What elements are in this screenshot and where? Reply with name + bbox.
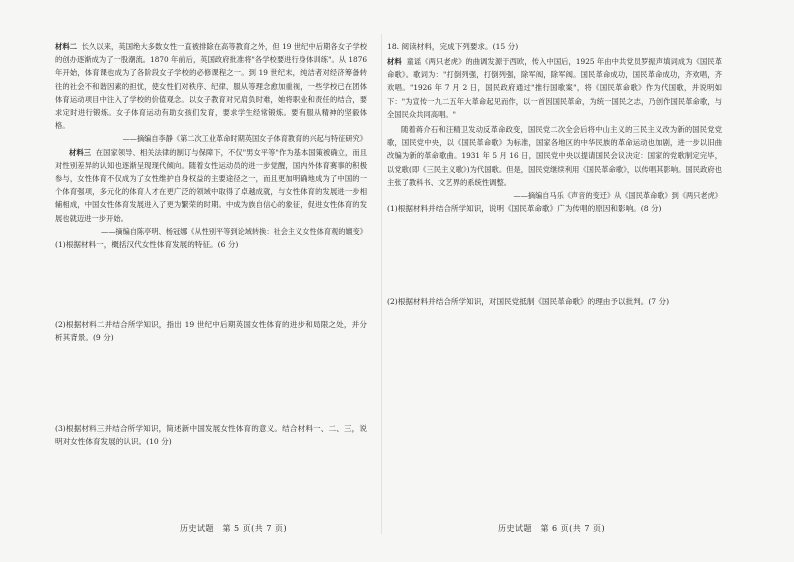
right-page — [387, 40, 722, 308]
material-source: ——摘编自马乐《声音的变迁》从《国民革命歌》到《两只老虎》 — [513, 191, 722, 201]
right-page-footer: 历史试题 第 6 页(共 7 页) — [498, 524, 606, 533]
question-1: (1)根据材料一，概括汉代女性体育发展的特征。(6 分) — [55, 240, 239, 250]
material-paragraph-2: 随着蒋介石和汪精卫发动反革命政变，国民党二次全会后将中山主义的三民主义改为新的国民党党歌，国民党中央，以《国民革命歌》为标准，国家各地区的中华民族的革命运动也加剧，进一步以旧曲改编为新的革命歌曲。1931 年 5 月 16 日，国民党中央以提请国民会议决定：国家的党歌制定完毕，以党歌(即《三民主义歌》)为代国歌。但是，国民党继续利用《国民革命歌》，以传唱其影响。国民政府也主张了教科书、文艺界的系统性调整。 — [387, 125, 722, 187]
material-label: 材料 — [387, 57, 402, 66]
material3-source: ——摘编自陈亭明、杨冠娜《从性别平等到论域转换：社会主义女性体育观的嬗变》 — [101, 226, 367, 236]
material-text-1: 童谣《两只老虎》的曲调发源于西欧，传入中国后，1925 年由中共党员罗振声填词成为《国民革命歌》。歌词为："打倒列强，打倒列强，除军阀，除军阀。国民革命成功，国民革命成功，齐欢唱，齐欢唱。"1926 年 7 月 2 日，国民政府通过"推行国歌案"，将《国民革命歌》作为代国歌，并说明如下："为宣传一九二五年大革命起见而作，以一首因国民革命，为统一国民之志，乃创作国民革命歌，与全国民众共同高唱。" — [387, 57, 723, 119]
left-page — [55, 40, 367, 448]
left-page-footer: 历史试题 第 5 页(共 7 页) — [180, 524, 288, 533]
question-3: (3)根据材料三并结合所学知识，简述新中国发展女性体育的意义。结合材料一、二、三，说明对女性体育发展的认识。(10 分) — [55, 424, 367, 447]
answer-space-2 — [55, 344, 367, 422]
material2-paragraph — [55, 40, 367, 132]
question-18-2: (2)根据材料并结合所学知识，对国民党抵制《国民革命歌》的理由予以批判。(7 分) — [387, 297, 670, 307]
question-18-header: 18. 阅读材料，完成下列要求。(15 分) — [387, 42, 519, 51]
material3-text-end: 中成为族自信心的象征，促进女性体育的发展也就迈进一步开始。 — [55, 200, 368, 223]
answer-space-1 — [55, 251, 367, 318]
material2-label: 材料二 — [55, 42, 77, 51]
material3-label: 材料三 — [69, 147, 92, 157]
question-18-1: (1)根据材料并结合所学知识，说明《国民革命歌》广为传唱的原因和影响。(8 分) — [387, 204, 662, 214]
material2-text: 长久以来，英国绝大多数女性一直被排除在高等教育之外，但 19 世纪中后期各女子学校的创办逐渐成为了一股潮流。1870 年前后，英国政府批准将"各学校要进行身体训练"。从 1876 年开始，体育课也成为了各阶段女子学校的必修课程之一。到 19 世纪末，纯洁者对经济筹备转往的社会不和谐因素的担忧，使女性们对秩序、纪律、服从等理念愈加重视，一些学校已在团体体育运动项目中注入了学校的价值观念。以女子教育对兄肩负时难，她将职业和责任的结合，要求定时进行锻炼。女子体育运动有助女孩们发育，要求学生经常锻炼。 — [55, 42, 368, 118]
answer-space-18-1 — [387, 215, 722, 295]
material2-source: ——摘编自李静《第二次工业革命时期英国女子体育教育的兴起与特征研究》 — [122, 134, 367, 144]
material-paragraph-1 — [387, 55, 722, 121]
question-2: (2)根据材料二并结合所学知识，指出 19 世纪中后期英国女性体育的进步和局限之处，并分析其背景。(9 分) — [55, 320, 367, 343]
material3-text: 在国家领导、相关法律的制订与保障下，不仅"男女平等"作为基本国策被确立，而且对性别差异的认知也逐渐呈现现代倾向。随着女性运动员的进一步觉醒，国内外体育赛事的积极参与，女性体育不仅成为了女性维护自身权益的主要途径之一，而且更加明确地成为了中国的一个体育强项，多元化的体育人才在更广泛的领域中取得了卓越成就，与女性体育的发展进一步相辅相成，中国女性体育发展进入了更为繁荣的时期。 — [55, 147, 368, 210]
page-fold-divider — [381, 34, 382, 534]
material3-paragraph — [55, 146, 367, 225]
material2-text-end: 要有服从精神的坚毅体格。 — [55, 108, 368, 131]
